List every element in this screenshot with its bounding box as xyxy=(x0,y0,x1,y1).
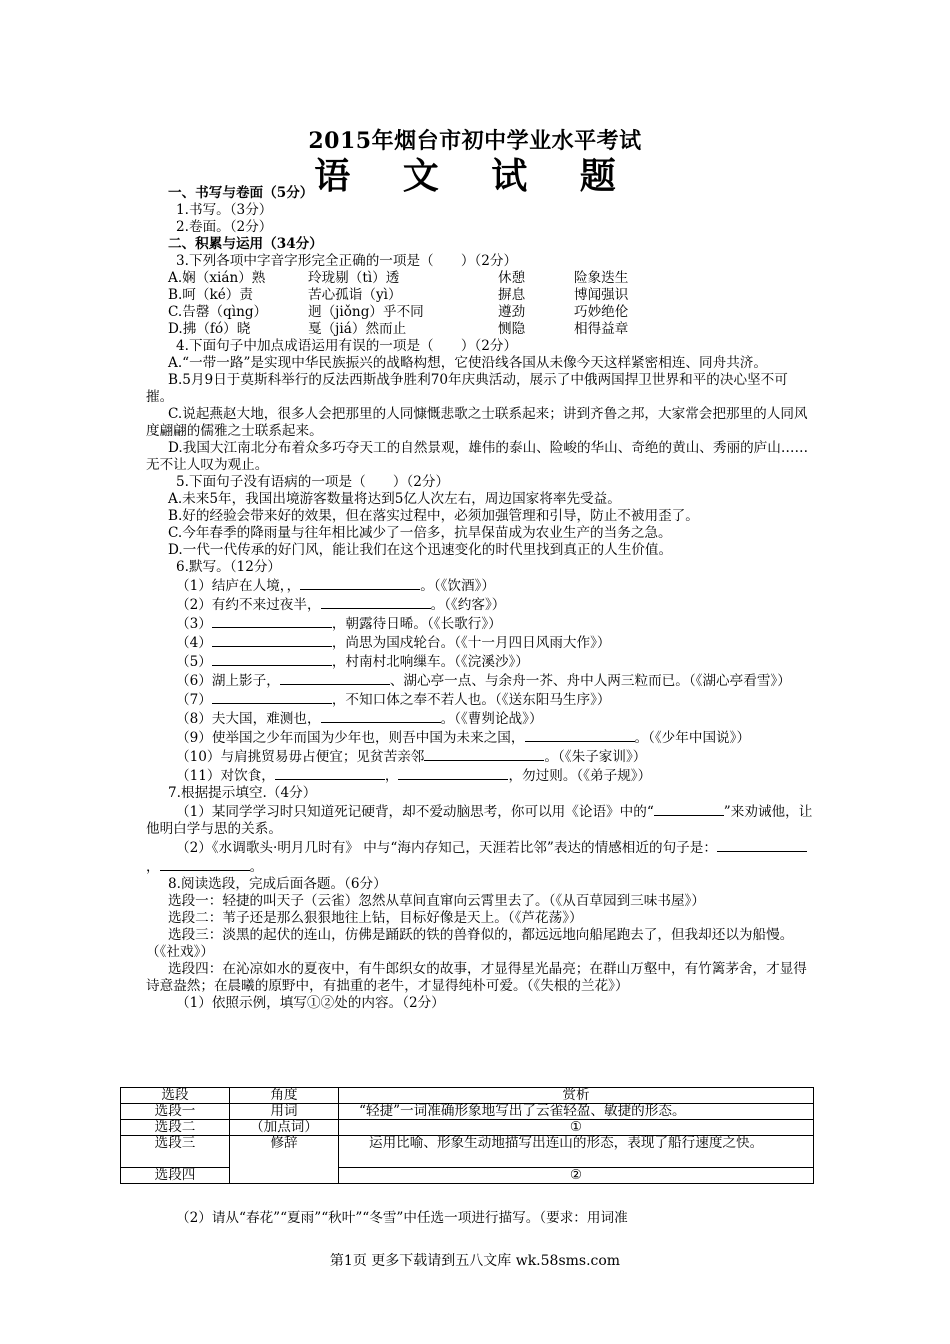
recitation-line: （3） ，朝露待日晞。（《长歌行》） xyxy=(176,616,502,632)
answer-blank[interactable] xyxy=(321,709,441,723)
question-4-option-c: C.说起燕赵大地，很多人会把那里的人同慷慨悲歌之士联系起来；讲到齐鲁之邦，大家常会把那里的人同风度翩翩的儒雅之士联系起来。 xyxy=(146,406,808,439)
option-row: D.拂（fó）晓 戛（jiá）然而止 恻隐 相得益章 xyxy=(168,321,629,337)
answer-blank[interactable] xyxy=(212,614,332,628)
answer-blank[interactable] xyxy=(275,766,385,780)
recitation-line: （4） ，尚思为国戍轮台。（《十一月四日风雨大作》） xyxy=(176,635,611,651)
answer-blank[interactable] xyxy=(160,857,250,871)
answer-cell-2[interactable]: ② xyxy=(339,1168,814,1184)
exam-title: 2015年烟台市初中学业水平考试 xyxy=(308,128,642,154)
recitation-line: （2）有约不来过夜半， 。（《约客》） xyxy=(176,597,506,613)
answer-blank[interactable] xyxy=(525,728,635,742)
section-heading: 一、书写与卷面（5分） xyxy=(168,185,314,201)
section-heading: 二、积累与运用（34分） xyxy=(168,236,323,252)
option-row: B.呵（ké）责 苦心孤诣（yì） 摒息 博闻强识 xyxy=(168,287,629,303)
reading-excerpt-2: 选段二：苇子还是那么狠狠地往上钻，目标好像是天上。（《芦花荡》） xyxy=(168,910,583,926)
table-row: 选段二 （加点词） ① xyxy=(121,1120,814,1136)
table-row: 选段四 ② xyxy=(121,1168,814,1184)
question-5-option-b: B.好的经验会带来好的效果，但在落实过程中，必须加强管理和引导，防止不被用歪了。 xyxy=(168,508,699,524)
question-4-option-d: D.我国大江南北分布着众多巧夺天工的自然景观，雄伟的泰山、险峻的华山、奇绝的黄山、秀丽的庐山……无不让人叹为观止。 xyxy=(146,440,809,473)
question-5-option-a: A.未来5年，我国出境游客数量将达到5亿人次左右，周边国家将率先受益。 xyxy=(168,491,621,507)
option-row: A.娴（xián）熟 玲珑剔（tì）透 休憩 险象迭生 xyxy=(168,270,629,286)
question-5-option-d: D.一代一代传承的好门风，能让我们在这个迅速变化的时代里找到真正的人生价值。 xyxy=(168,542,673,558)
answer-blank[interactable] xyxy=(654,802,724,816)
reading-excerpt-4: 选段四：在沁凉如水的夏夜中，有牛郎织女的故事，才显得星光晶亮；在群山万壑中，有竹篱茅舍，才显得诗意盎然；在晨曦的原野中，有拙重的老牛，才显得纯朴可爱。（《失根的兰花》） xyxy=(146,961,807,994)
table-header-row: 选段 角度 赏析 xyxy=(121,1088,814,1104)
answer-blank[interactable] xyxy=(212,633,332,647)
exam-subject-title: 语 文 试 题 xyxy=(314,155,636,197)
question-6-stem: 6.默写。（12分） xyxy=(176,559,282,575)
question-3-options xyxy=(146,270,814,338)
answer-cell-1[interactable]: ① xyxy=(339,1120,814,1136)
answer-blank[interactable] xyxy=(212,652,332,666)
reading-excerpt-1: 选段一：轻捷的叫天子（云雀）忽然从草间直窜向云霄里去了。（《从百草园到三味书屋》） xyxy=(168,893,705,909)
recitation-line: （6）湖上影子， 、湖心亭一点、与余舟一芥、舟中人两三粒而已。（《湖心亭看雪》） xyxy=(176,673,791,689)
question-2: 2.卷面。（2分） xyxy=(176,219,273,235)
answer-blank[interactable] xyxy=(280,671,390,685)
question-4-option-a: A.“一带一路”是实现中华民族振兴的战略构想，它使沿线各国从未像今天这样紧密相连、同舟共济。 xyxy=(168,355,767,371)
answer-blank[interactable] xyxy=(212,690,332,704)
question-4-option-b: B.5月9日于莫斯科举行的反法西斯战争胜利70年庆典活动，展示了中俄两国捍卫世界和平的决心坚不可摧。 xyxy=(146,372,788,405)
option-row: C.告罄（qìng） 迥（jiǒng）乎不同 遵劲 巧妙绝伦 xyxy=(168,304,629,320)
page-footer: 第1页 更多下载请到五八文库 wk.58sms.com xyxy=(329,1253,621,1269)
appreciation-table xyxy=(120,1087,814,1184)
question-8-stem: 8.阅读选段，完成后面各题。（6分） xyxy=(168,876,387,892)
answer-blank[interactable] xyxy=(321,595,431,609)
question-8-sub-1: （1）依照示例，填写①②处的内容。（2分） xyxy=(176,995,445,1011)
table-row: 选段三 修辞 运用比喻、形象生动地描写出连山的形态，表现了船行速度之快。 xyxy=(121,1136,814,1168)
question-4-stem: 4.下面句子中加点成语运用有误的一项是（ ）（2分） xyxy=(176,338,518,354)
question-1: 1.书写。（3分） xyxy=(176,202,273,218)
question-7-part-1: （1）某同学学习时只知道死记硬背，却不爱动脑思考，你可以用《论语》中的“ ”来劝诫他，让他明白学与思的关系。 xyxy=(146,804,813,837)
recitation-line: （5） ，村南村北响缫车。（《浣溪沙》） xyxy=(176,654,529,670)
answer-blank[interactable] xyxy=(300,576,420,590)
question-5-stem: 5.下面句子没有语病的一项是（ ）（2分） xyxy=(176,474,450,490)
table-row: 选段一 用词 “轻捷”一词准确形象地写出了云雀轻盈、敏捷的形态。 xyxy=(121,1104,814,1120)
exam-content xyxy=(146,185,814,1012)
answer-blank[interactable] xyxy=(717,838,807,852)
reading-excerpt-3: 选段三：淡黑的起伏的连山，仿佛是踊跃的铁的兽脊似的，都远远地向船尾跑去了，但我却还以为船慢。（《社戏》） xyxy=(146,927,794,960)
question-7-stem: 7.根据提示填空.（4分） xyxy=(168,785,317,801)
recitation-line: （8）夫大国，难测也， 。（《曹刿论战》） xyxy=(176,711,543,727)
recitation-line: （11）对饮食， ， ，勿过则。（《弟子规》） xyxy=(176,768,652,784)
recitation-line: （7） ，不知口体之奉不若人也。（《送东阳马生序》） xyxy=(176,692,611,708)
question-5-option-c: C.今年春季的降雨量与往年相比减少了一倍多，抗旱保苗成为农业生产的当务之急。 xyxy=(168,525,672,541)
question-7-part-2: （2）《水调歌头·明月几时有》 中与“海内存知己，天涯若比邻”表达的情感相近的句子是：， 。 xyxy=(146,838,814,876)
recitation-line: （10）与肩挑贸易毋占便宜；见贫苦亲邻 。（《朱子家训》） xyxy=(176,749,647,765)
recitation-line: （9）使举国之少年而国为少年也，则吾中国为未来之国， 。（《少年中国说》） xyxy=(176,730,751,746)
answer-blank[interactable] xyxy=(398,766,508,780)
question-3-stem: 3.下列各项中字音字形完全正确的一项是（ ）（2分） xyxy=(176,253,518,269)
recitation-line: （1）结庐在人境，， 。（《饮酒》） xyxy=(176,578,495,594)
question-8-sub-2: （2）请从“春花”“夏雨”“秋叶”“冬雪”中任选一项进行描写。（要求：用词准 xyxy=(176,1209,628,1226)
answer-blank[interactable] xyxy=(424,747,544,761)
